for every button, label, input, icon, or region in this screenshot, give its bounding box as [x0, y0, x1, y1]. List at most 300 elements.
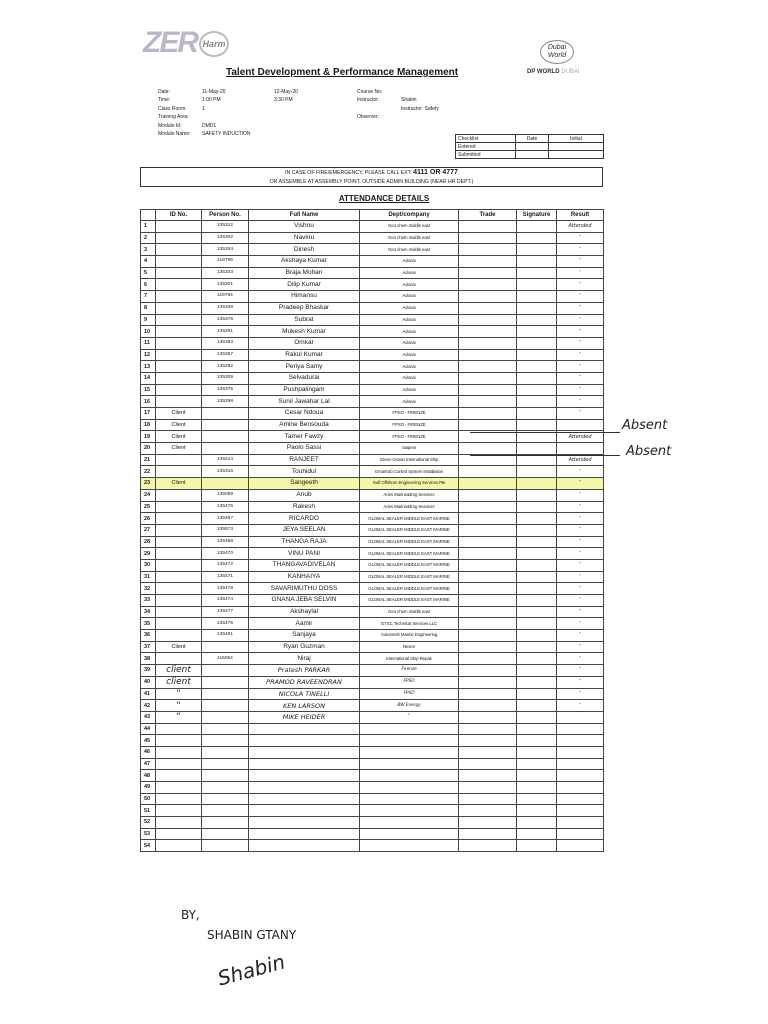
- id-cell: ": [156, 700, 202, 712]
- person-no-cell: 135309: [202, 372, 249, 384]
- id-cell: [156, 372, 202, 384]
- absent-line: [470, 432, 620, 433]
- trade-cell: [459, 723, 517, 735]
- signature-cell: [517, 571, 557, 583]
- signature-cell: [517, 606, 557, 618]
- row-number: 43: [141, 711, 156, 723]
- row-number: 7: [141, 291, 156, 303]
- table-row: [141, 314, 604, 326]
- meta-row: [357, 88, 439, 96]
- meta-value: SAFETY INDUCTION: [202, 131, 251, 138]
- trade-cell: [459, 489, 517, 501]
- person-no-cell: 135476: [202, 501, 249, 513]
- table-row: [141, 326, 604, 338]
- trade-cell: [459, 244, 517, 256]
- person-no-cell: 135214: [202, 454, 249, 466]
- trade-cell: [459, 676, 517, 688]
- signature-cell: [517, 805, 557, 817]
- person-no-cell: 135367: [202, 349, 249, 361]
- trade-cell: [459, 302, 517, 314]
- id-cell: [156, 630, 202, 642]
- dept-cell: Adonai: [360, 256, 459, 268]
- attendance-title: ATTENDANCE DETAILS: [338, 194, 430, 203]
- trade-cell: [459, 267, 517, 279]
- person-no-cell: 135475: [202, 618, 249, 630]
- id-cell: [156, 583, 202, 595]
- signature-cell: [517, 501, 557, 513]
- signature-cell: [517, 349, 557, 361]
- table-row: [141, 221, 604, 233]
- meta-row: [357, 113, 439, 121]
- table-row: [141, 641, 604, 653]
- id-cell: Client: [156, 431, 202, 443]
- trade-cell: [459, 221, 517, 233]
- id-cell: Client: [156, 408, 202, 420]
- result-cell: ": [557, 618, 604, 630]
- id-cell: [156, 723, 202, 735]
- table-row: [141, 513, 604, 525]
- signature-cell: [517, 466, 557, 478]
- full-name-cell: Himansu: [249, 291, 360, 303]
- full-name-cell: Pratesh PARKAR: [249, 665, 360, 677]
- row-number: 24: [141, 489, 156, 501]
- result-cell: ": [557, 548, 604, 560]
- row-number: 36: [141, 630, 156, 642]
- row-number: 38: [141, 653, 156, 665]
- dept-cell: Adonai: [360, 372, 459, 384]
- person-no-cell: [202, 840, 249, 852]
- result-cell: ": [557, 244, 604, 256]
- dept-cell: Adonai: [360, 349, 459, 361]
- table-row: [141, 618, 604, 630]
- meta-label: Module Id:: [158, 122, 182, 129]
- id-cell: [156, 770, 202, 782]
- result-cell: ": [557, 302, 604, 314]
- result-cell: ": [557, 653, 604, 665]
- dept-cell: GLOBAL SEALER MIDDLE EAST MARINE: [360, 524, 459, 536]
- full-name-cell: [249, 817, 360, 829]
- meta-left: [158, 88, 334, 138]
- trade-cell: [459, 337, 517, 349]
- person-no-cell: [202, 817, 249, 829]
- signature-cell: [517, 793, 557, 805]
- signature-cell: [517, 314, 557, 326]
- result-cell: ": [557, 606, 604, 618]
- row-number: 12: [141, 349, 156, 361]
- id-cell: [156, 524, 202, 536]
- result-cell: ": [557, 361, 604, 373]
- full-name-cell: THANGAVADIVELAN: [249, 559, 360, 571]
- trade-cell: [459, 688, 517, 700]
- meta-value: 12-May-20: [274, 89, 298, 95]
- dept-cell: ": [360, 711, 459, 723]
- person-no-cell: [202, 758, 249, 770]
- signature-cell: [517, 326, 557, 338]
- full-name-cell: Cesar Ndoua: [249, 408, 360, 420]
- full-name-cell: Niraj: [249, 653, 360, 665]
- meta-value: DMD1: [202, 122, 217, 129]
- full-name-cell: JEYA SEELAN: [249, 524, 360, 536]
- signature-cell: [517, 302, 557, 314]
- person-no-cell: 135472: [202, 559, 249, 571]
- trade-cell: [459, 454, 517, 466]
- full-name-cell: [249, 782, 360, 794]
- table-row: [141, 396, 604, 408]
- table-row: [141, 711, 604, 723]
- result-cell: [557, 805, 604, 817]
- trade-cell: [459, 396, 517, 408]
- full-name-cell: Aamir: [249, 618, 360, 630]
- full-name-cell: Periya Samy: [249, 361, 360, 373]
- row-number: 34: [141, 606, 156, 618]
- trade-cell: [459, 524, 517, 536]
- trade-cell: [459, 279, 517, 291]
- checklist-cell: [516, 143, 549, 151]
- dept-cell: [360, 828, 459, 840]
- signature: Shabin: [215, 949, 288, 991]
- full-name-cell: Paolo Sassi: [249, 443, 360, 455]
- row-number: 18: [141, 419, 156, 431]
- trade-cell: [459, 758, 517, 770]
- meta-label: Class Room:: [158, 105, 187, 112]
- row-number: 2: [141, 232, 156, 244]
- full-name-cell: Omkar: [249, 337, 360, 349]
- id-cell: [156, 454, 202, 466]
- full-name-cell: Akshaylal: [249, 606, 360, 618]
- row-number: 19: [141, 431, 156, 443]
- table-row: [141, 595, 604, 607]
- result-cell: [557, 782, 604, 794]
- table-row: [141, 267, 604, 279]
- signature-cell: [517, 782, 557, 794]
- result-cell: Attended: [557, 221, 604, 233]
- trade-cell: [459, 536, 517, 548]
- table-row: [141, 793, 604, 805]
- result-cell: [557, 723, 604, 735]
- full-name-cell: Vishnu: [249, 221, 360, 233]
- table-row: [141, 536, 604, 548]
- meta-value: 1: [202, 105, 205, 112]
- full-name-cell: Touhidul: [249, 466, 360, 478]
- trade-cell: [459, 419, 517, 431]
- row-number: 31: [141, 571, 156, 583]
- trade-cell: [459, 501, 517, 513]
- signature-cell: [517, 630, 557, 642]
- meta-value: 11-May-20: [202, 89, 226, 95]
- full-name-cell: MIKE HEIDER: [249, 711, 360, 723]
- id-cell: Client: [156, 419, 202, 431]
- checklist-cell: [516, 151, 549, 159]
- person-no-cell: 135383: [202, 337, 249, 349]
- id-cell: Client: [156, 443, 202, 455]
- full-name-cell: Sangeeth: [249, 478, 360, 490]
- person-no-cell: 135292: [202, 361, 249, 373]
- dept-cell: Saipem: [360, 443, 459, 455]
- trade-cell: [459, 828, 517, 840]
- table-row: [141, 828, 604, 840]
- full-name-cell: [249, 840, 360, 852]
- trade-cell: [459, 665, 517, 677]
- dept-cell: GLOBAL SEALER MIDDLE EAST MARINE: [360, 595, 459, 607]
- id-cell: [156, 384, 202, 396]
- signature-cell: [517, 267, 557, 279]
- table-row: [141, 606, 604, 618]
- signature-cell: [517, 583, 557, 595]
- dp-world-brand: DP WORLD DUBAI: [527, 69, 580, 75]
- row-number: 14: [141, 372, 156, 384]
- signature-cell: [517, 758, 557, 770]
- table-row: [141, 524, 604, 536]
- table-row: [141, 489, 604, 501]
- signature-cell: [517, 665, 557, 677]
- document-title: Talent Development & Performance Management: [226, 67, 459, 78]
- emergency-line2: OR ASSEMBLE AT ASSEMBLY POINT, OUTSIDE ADMIN BUILDING (NEAR HR DEPT.): [269, 179, 474, 185]
- trade-cell: [459, 372, 517, 384]
- id-cell: client: [156, 676, 202, 688]
- table-row: [141, 372, 604, 384]
- id-cell: [156, 279, 202, 291]
- person-no-cell: [202, 805, 249, 817]
- full-name-cell: [249, 805, 360, 817]
- result-cell: ": [557, 349, 604, 361]
- person-no-cell: 135338: [202, 302, 249, 314]
- trade-cell: [459, 618, 517, 630]
- full-name-cell: KEN LARSON: [249, 700, 360, 712]
- person-no-cell: 135302: [202, 232, 249, 244]
- dept-cell: FPSO: [360, 676, 459, 688]
- trade-cell: [459, 630, 517, 642]
- full-name-cell: RANJEET: [249, 454, 360, 466]
- dept-cell: Adonai: [360, 279, 459, 291]
- trade-cell: [459, 840, 517, 852]
- row-number: 49: [141, 782, 156, 794]
- full-name-cell: THANGA RAJA: [249, 536, 360, 548]
- full-name-cell: [249, 793, 360, 805]
- id-cell: [156, 595, 202, 607]
- dept-cell: Adonai: [360, 396, 459, 408]
- row-number: 48: [141, 770, 156, 782]
- row-number: 29: [141, 548, 156, 560]
- signature-cell: [517, 746, 557, 758]
- dept-cell: Gulf Offshore Engineering Services Pte: [360, 478, 459, 490]
- dept-cell: GLOBAL SEALER MIDDLE EAST MARINE: [360, 548, 459, 560]
- trade-cell: [459, 782, 517, 794]
- result-cell: ": [557, 466, 604, 478]
- row-number: 39: [141, 665, 156, 677]
- person-no-cell: 135375: [202, 384, 249, 396]
- row-number: 17: [141, 408, 156, 420]
- meta-label: Date:: [158, 89, 170, 95]
- id-cell: [156, 244, 202, 256]
- full-name-cell: Akshaya Kumar: [249, 256, 360, 268]
- result-cell: ": [557, 630, 604, 642]
- row-number: 11: [141, 337, 156, 349]
- id-cell: [156, 513, 202, 525]
- person-no-cell: 119799: [202, 256, 249, 268]
- dept-cell: [360, 735, 459, 747]
- dept-cell: GLOBAL SEALER MIDDLE EAST MARINE: [360, 513, 459, 525]
- table-row: [141, 244, 604, 256]
- signature-cell: [517, 419, 557, 431]
- person-no-cell: [202, 676, 249, 688]
- result-cell: ": [557, 372, 604, 384]
- emergency-line1: IN CASE OF FIRE/EMERGENCY, PLEASE CALL EXT:: [285, 170, 412, 176]
- result-cell: ": [557, 595, 604, 607]
- meta-value: Shabin: [401, 97, 417, 104]
- result-cell: ": [557, 256, 604, 268]
- table-row: [141, 665, 604, 677]
- dept-cell: [360, 746, 459, 758]
- row-number: 47: [141, 758, 156, 770]
- signature-cell: [517, 618, 557, 630]
- full-name-cell: PRAMOD RAVEENDRAN: [249, 676, 360, 688]
- id-cell: [156, 840, 202, 852]
- signature-cell: [517, 372, 557, 384]
- signature-cell: [517, 735, 557, 747]
- row-number: 20: [141, 443, 156, 455]
- row-number: 32: [141, 583, 156, 595]
- dept-cell: Adonai: [360, 314, 459, 326]
- person-no-cell: 135316: [202, 466, 249, 478]
- dept-cell: FPSO - FIRENZE: [360, 408, 459, 420]
- person-no-cell: [202, 431, 249, 443]
- person-no-cell: 119794: [202, 291, 249, 303]
- trade-cell: [459, 793, 517, 805]
- signature-cell: [517, 828, 557, 840]
- signature-cell: [517, 361, 557, 373]
- result-cell: [557, 817, 604, 829]
- result-cell: [557, 735, 604, 747]
- person-no-cell: [202, 711, 249, 723]
- full-name-cell: [249, 746, 360, 758]
- row-number: 35: [141, 618, 156, 630]
- full-name-cell: [249, 735, 360, 747]
- full-name-cell: Navinu: [249, 232, 360, 244]
- checklist-table: [455, 134, 604, 159]
- table-row: [141, 443, 604, 455]
- meta-row: [357, 105, 439, 113]
- trade-cell: [459, 805, 517, 817]
- id-cell: [156, 314, 202, 326]
- person-no-cell: [202, 688, 249, 700]
- checklist-cell: [549, 143, 604, 151]
- full-name-cell: [249, 770, 360, 782]
- signature-cell: [517, 513, 557, 525]
- table-row: [141, 700, 604, 712]
- id-cell: [156, 361, 202, 373]
- result-cell: ": [557, 513, 604, 525]
- result-cell: ": [557, 267, 604, 279]
- row-number: 26: [141, 513, 156, 525]
- dept-cell: Adonai: [360, 326, 459, 338]
- result-cell: ": [557, 524, 604, 536]
- full-name-cell: GNANA JEBA SELVIN: [249, 595, 360, 607]
- column-header: [141, 210, 156, 221]
- row-number: 44: [141, 723, 156, 735]
- meta-label: Course No:: [357, 89, 383, 95]
- person-no-cell: [202, 700, 249, 712]
- full-name-cell: Amine Bensouda: [249, 419, 360, 431]
- result-cell: [557, 840, 604, 852]
- trade-cell: [459, 711, 517, 723]
- dept-cell: Adonai: [360, 384, 459, 396]
- result-cell: [557, 758, 604, 770]
- full-name-cell: Subrat: [249, 314, 360, 326]
- id-cell: Client: [156, 641, 202, 653]
- person-no-cell: [202, 478, 249, 490]
- id-cell: [156, 817, 202, 829]
- dept-cell: [360, 770, 459, 782]
- meta-row: [158, 113, 334, 121]
- absent-line: [470, 455, 620, 456]
- person-no-cell: 135301: [202, 279, 249, 291]
- table-row: [141, 454, 604, 466]
- table-row: [141, 758, 604, 770]
- row-number: 13: [141, 361, 156, 373]
- row-number: 3: [141, 244, 156, 256]
- row-number: 23: [141, 478, 156, 490]
- id-cell: [156, 232, 202, 244]
- row-number: 25: [141, 501, 156, 513]
- margin-note-absent: Absent: [622, 418, 668, 433]
- meta-label: Module Name:: [158, 131, 191, 138]
- trade-cell: [459, 513, 517, 525]
- dept-cell: GTSC Technical Services LLC: [360, 618, 459, 630]
- signature-cell: [517, 478, 557, 490]
- table-row: [141, 630, 604, 642]
- dept-cell: Adonai: [360, 267, 459, 279]
- dept-cell: GLOBAL SEALER MIDDLE EAST MARINE: [360, 583, 459, 595]
- table-row: [141, 466, 604, 478]
- meta-row: [158, 96, 334, 104]
- full-name-cell: Dinesh: [249, 244, 360, 256]
- trade-cell: [459, 641, 517, 653]
- person-no-cell: [202, 665, 249, 677]
- meta-label: Time:: [158, 97, 171, 104]
- table-row: [141, 735, 604, 747]
- dept-cell: Aries Marine&Eng Services: [360, 489, 459, 501]
- column-header: Dept/company: [360, 210, 459, 221]
- dept-cell: [360, 805, 459, 817]
- full-name-cell: KANHAIYA: [249, 571, 360, 583]
- zero-harm-logo: ZER Harm: [143, 26, 229, 60]
- result-cell: ": [557, 688, 604, 700]
- signature-cell: [517, 688, 557, 700]
- full-name-cell: Sanjaya: [249, 630, 360, 642]
- person-no-cell: 135203: [202, 267, 249, 279]
- person-no-cell: 135471: [202, 571, 249, 583]
- table-row: [141, 291, 604, 303]
- person-no-cell: [202, 443, 249, 455]
- signature-cell: [517, 337, 557, 349]
- id-cell: [156, 746, 202, 758]
- trade-cell: [459, 291, 517, 303]
- signature-cell: [517, 817, 557, 829]
- full-name-cell: Dilip Kumar: [249, 279, 360, 291]
- result-cell: [557, 711, 604, 723]
- person-no-cell: 135478: [202, 583, 249, 595]
- table-row: [141, 805, 604, 817]
- signature-cell: [517, 840, 557, 852]
- id-cell: [156, 349, 202, 361]
- trade-cell: [459, 361, 517, 373]
- result-cell: ": [557, 314, 604, 326]
- full-name-cell: NICOLA TINELLI: [249, 688, 360, 700]
- column-header: ID No.: [156, 210, 202, 221]
- meta-row: [158, 88, 334, 96]
- trade-cell: [459, 653, 517, 665]
- result-cell: ": [557, 396, 604, 408]
